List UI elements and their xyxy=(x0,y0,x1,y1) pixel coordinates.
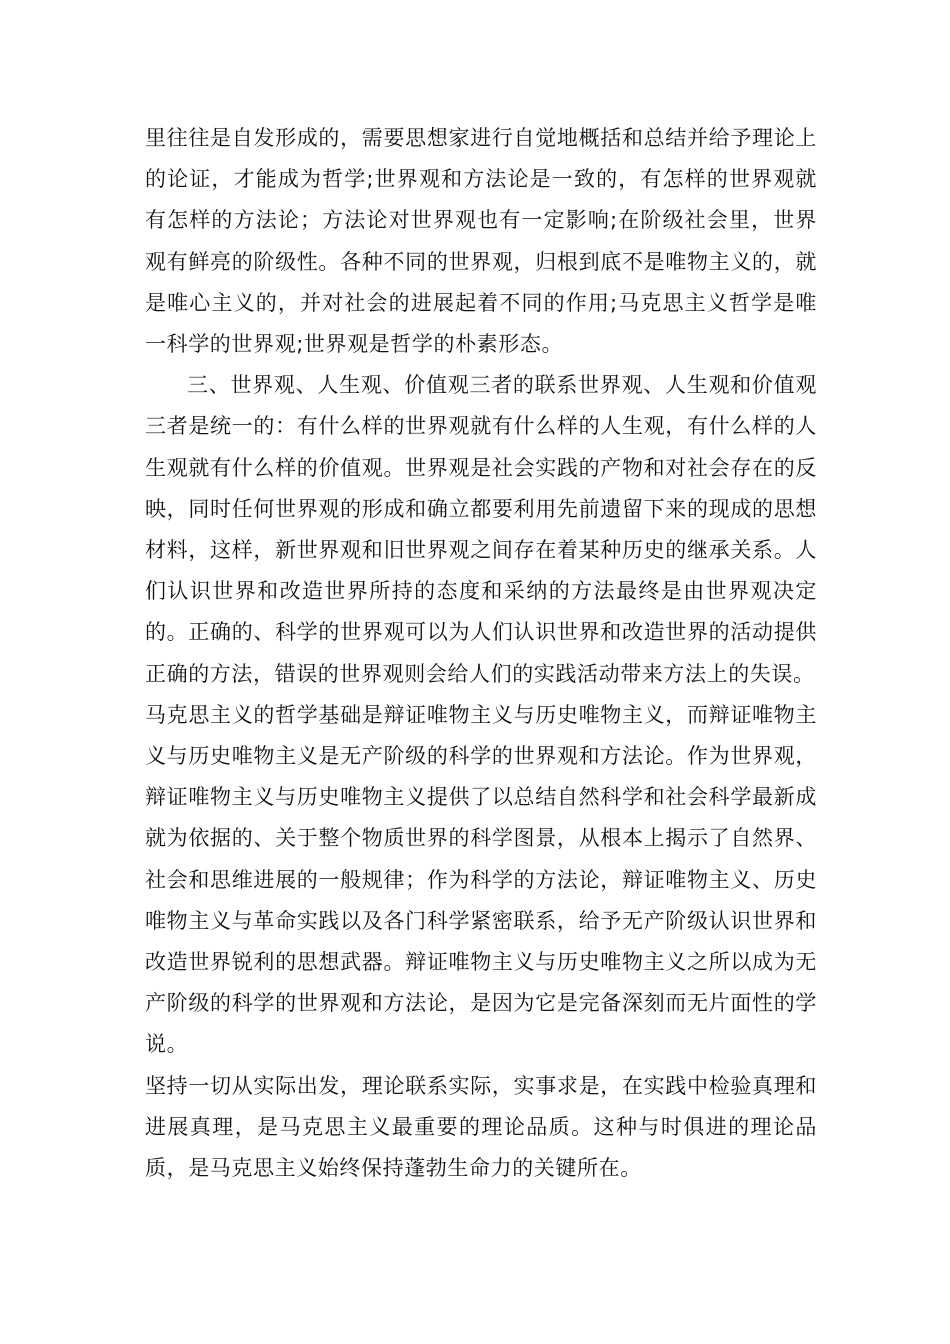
paragraph-marxist-foundation: 马克思主义的哲学基础是辩证唯物主义与历史唯物主义，而辩证唯物主义与历史唯物主义是无产阶级的科学的世界观和方法论。作为世界观，辩证唯物主义与历史唯物主义提供了以总结自然科学和社会科学最新成就为依据的、关于整个物质世界的科学图景，从根本上揭示了自然界、社会和思维进展的一般规律；作为科学的方法论，辩证唯物主义、历史唯物主义与革命实践以及各门科学紧密联系，给予无产阶级认识世界和改造世界锐利的思想武器。辩证唯物主义与历史唯物主义之所以成为无产阶级的科学的世界观和方法论，是因为它是完备深刻而无片面性的学说。 xyxy=(145,702,817,1057)
paragraph-theoretical-quality: 坚持一切从实际出发，理论联系实际，实事求是，在实践中检验真理和进展真理，是马克思主义最重要的理论品质。这种与时俱进的理论品质，是马克思主义始终保持蓬勃生命力的关键所在。 xyxy=(145,1073,817,1181)
body-text xyxy=(145,118,817,1189)
paragraph-section-three: 三、世界观、人生观、价值观三者的联系世界观、人生观和价值观三者是统一的：有什么样的世界观就有什么样的人生观，有什么样的人生观就有什么样的价值观。世界观是社会实践的产物和对社会存在的反映，同时任何世界观的形成和确立都要利用先前遗留下来的现成的思想材料，这样，新世界观和旧世界观之间存在着某种历史的继承关系。人们认识世界和改造世界所持的态度和采纳的方法最终是由世界观决定的。正确的、科学的世界观可以为人们认识世界和改造世界的活动提供正确的方法，错误的世界观则会给人们的实践活动带来方法上的失误。 xyxy=(145,373,817,686)
paragraph-continuation: 里往往是自发形成的，需要思想家进行自觉地概括和总结并给予理论上的论证，才能成为哲学;世界观和方法论是一致的，有怎样的世界观就有怎样的方法论；方法论对世界观也有一定影响;在阶级社会里，世界观有鲜亮的阶级性。各种不同的世界观，归根到底不是唯物主义的，就是唯心主义的，并对社会的进展起着不同的作用;马克思主义哲学是唯一科学的世界观;世界观是哲学的朴素形态。 xyxy=(145,126,817,357)
